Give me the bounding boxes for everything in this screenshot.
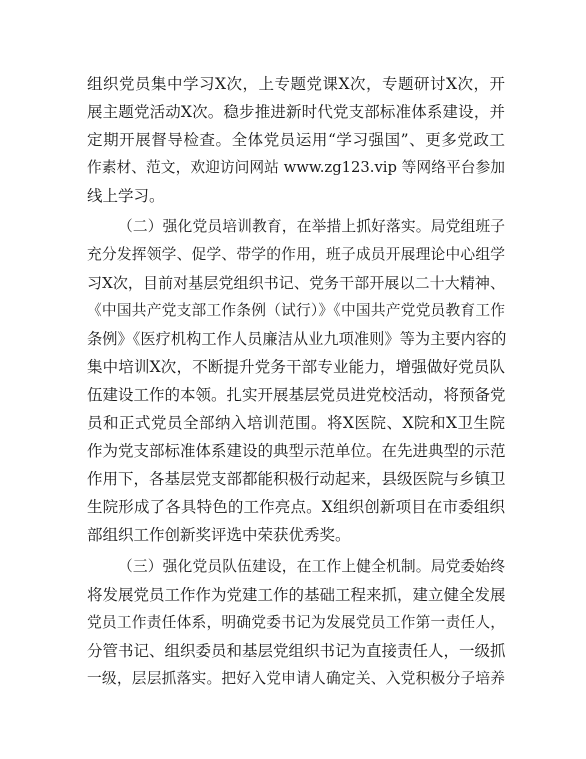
p1-line-2: 展主题党活动X次。稳步推进新时代党支部标准体系建设，并: [87, 103, 505, 121]
p1-line-1: 组织党员集中学习X次，上专题党课X次，专题研讨X次，开: [87, 75, 505, 93]
p3-line-1: （三）强化党员队伍建设，在工作上健全机制。局党委始终: [118, 558, 505, 575]
p2-line-3: 习X次，目前对基层党组织书记、党务干部开展以二十大精神、: [87, 274, 505, 292]
p2-line-11: 生院形成了各具特色的工作亮点。X组织创新项目在市委组织: [87, 498, 505, 516]
p2-line-8: 员和正式党员全部纳入培训范围。将X医院、X院和X卫生院: [87, 414, 505, 432]
p3-line-4: 分管书记、组织委员和基层党组织书记为直接责任人，一级抓: [87, 642, 506, 660]
p1-line-3: 定期开展督导检查。全体党员运用“学习强国”、更多党政工: [87, 131, 505, 149]
p2-line-1: （二）强化党员培训教育，在举措上抓好落实。局党组班子: [118, 218, 505, 235]
p2-line-10: 作用下，各基层党支部都能积极行动起来，县级医院与乡镇卫: [87, 470, 506, 488]
p3-line-2: 将发展党员工作作为党建工作的基础工程来抓，建立健全发展: [87, 586, 506, 604]
p2-line-4: 《中国共产党支部工作条例（试行）》《中国共产党党员教育工作: [87, 302, 505, 319]
p1-line-5: 线上学习。: [87, 187, 165, 205]
p2-line-7: 伍建设工作的本领。扎实开展基层党员进党校活动，将预备党: [87, 386, 506, 404]
p2-line-9: 作为党支部标准体系建设的典型示范单位。在先进典型的示范: [87, 442, 506, 460]
p1-line-4: 作素材、范文，欢迎访问网站 www.zg123.vip 等网络平台参加: [87, 159, 505, 176]
p2-line-12: 部组织工作创新奖评选中荣获优秀奖。: [87, 526, 351, 544]
p2-line-2: 充分发挥领学、促学、带学的作用，班子成员开展理论中心组学: [87, 246, 505, 263]
p2-line-5: 条例》《医疗机构工作人员廉洁从业九项准则》等为主要内容的: [87, 330, 507, 348]
p2-line-6: 集中培训X次，不断提升党务干部专业能力，增强做好党员队: [87, 358, 505, 376]
p3-line-5: 一级，层层抓落实。把好入党申请人确定关、入党积极分子培养: [87, 670, 505, 687]
p3-line-3: 党员工作责任体系，明确党委书记为发展党员工作第一责任人，: [87, 614, 505, 631]
